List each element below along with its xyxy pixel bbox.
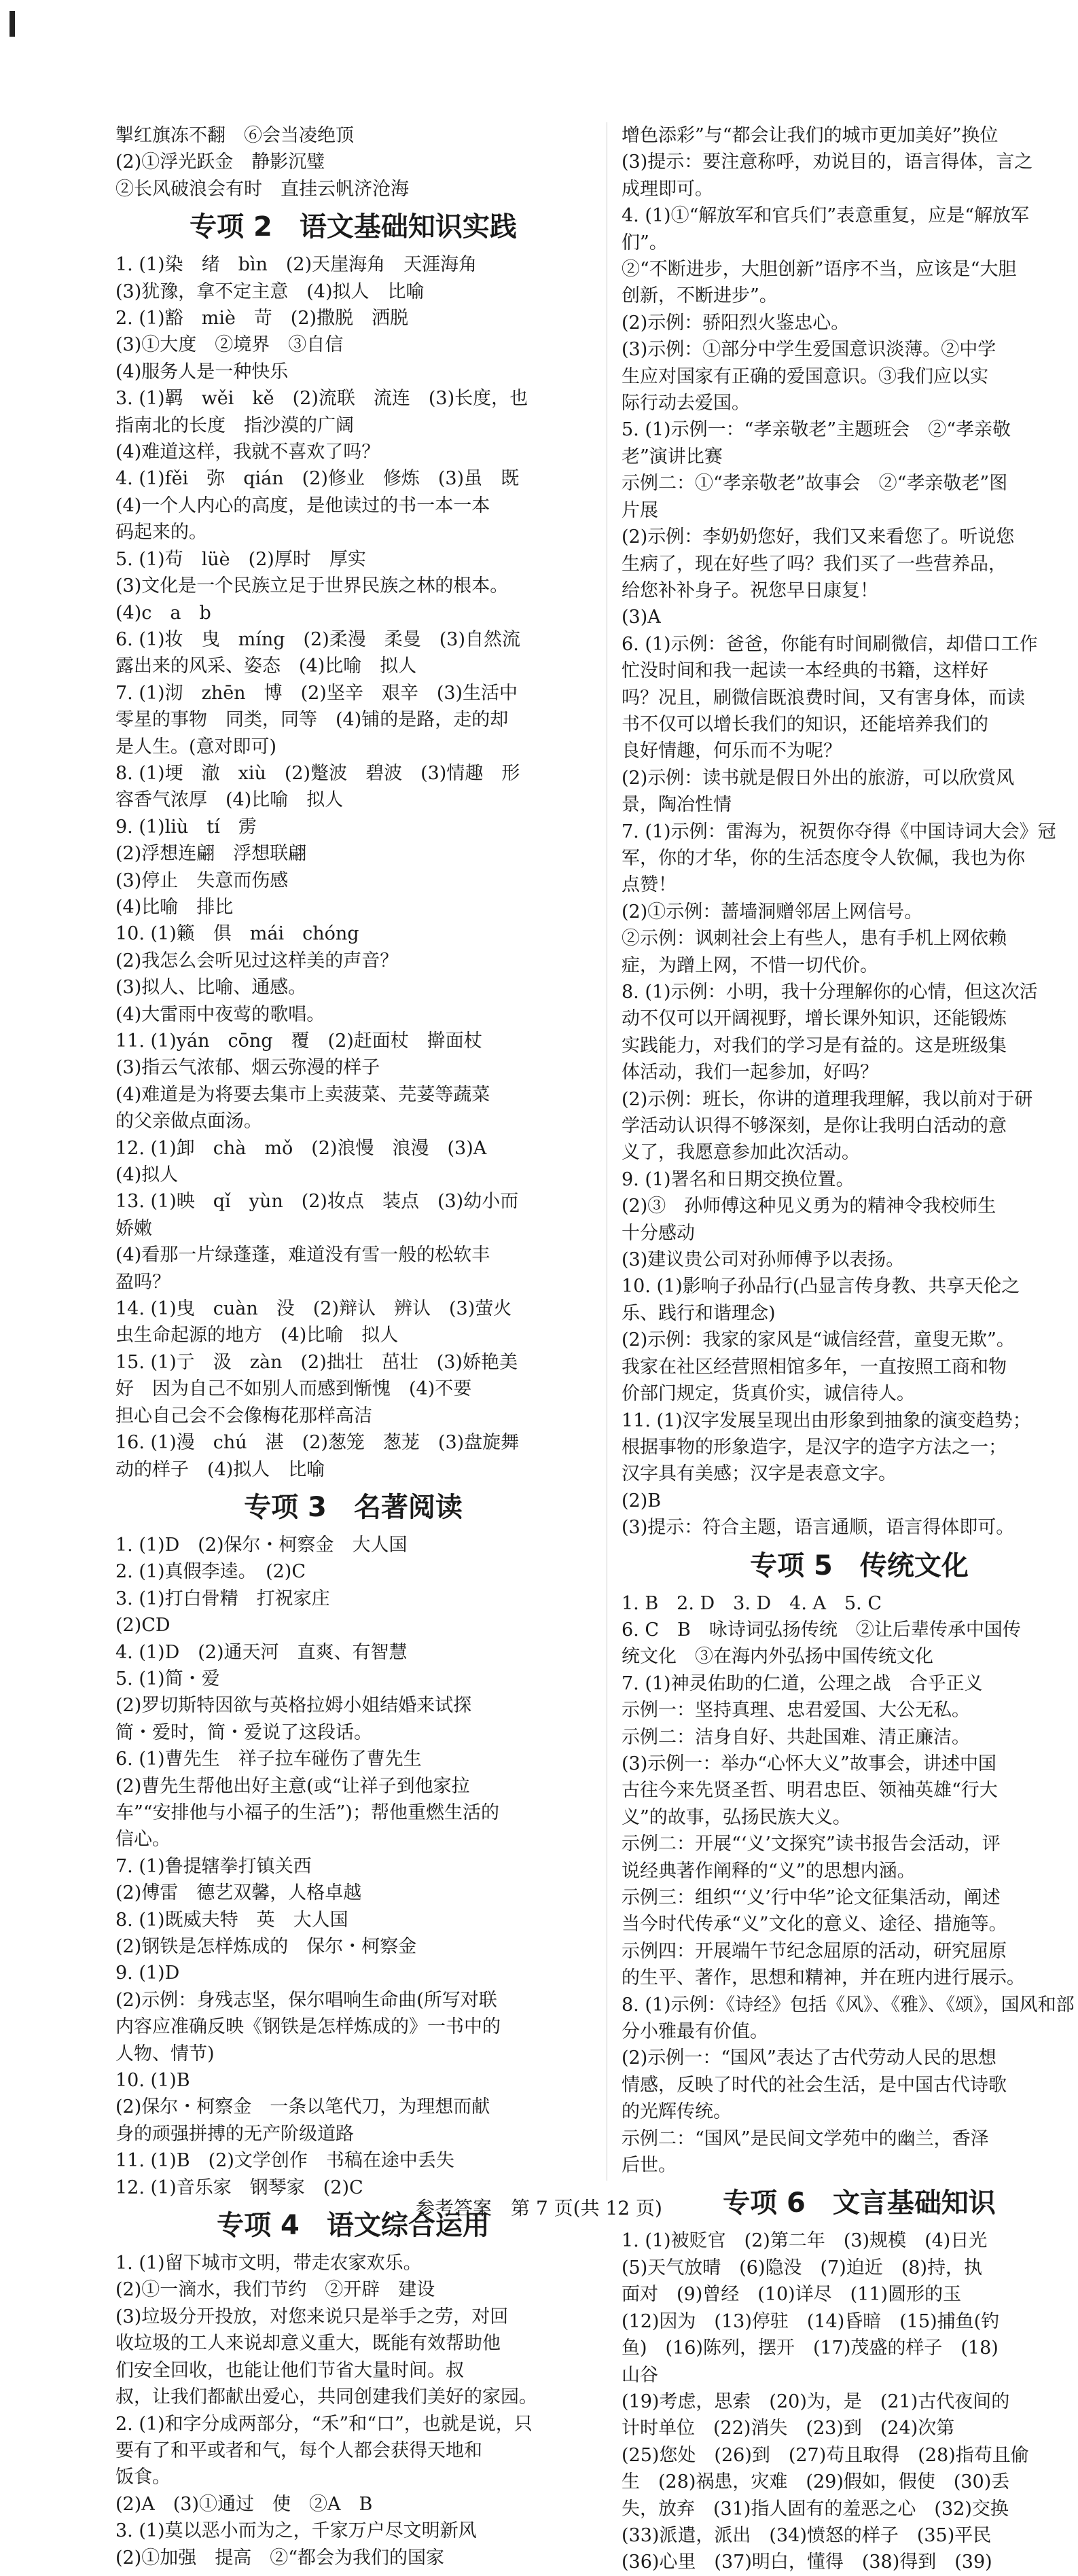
left-answer-line: 12. (1)音乐家 钢琴家 (2)C [115, 2177, 363, 2198]
left-answer-line: 担心自己会不会像梅花那样高洁 [115, 1405, 372, 1427]
right-answer-line: (2)示例：李奶奶您好，我们又来看您了。听说您 [622, 526, 1015, 548]
right-answer-line: 8. (1)示例：《诗经》包括《风》、《雅》、《颂》，国风和部 [622, 1994, 1075, 2016]
right-answer-line: 的生平、著作，思想和精神，并在班内进行展示。 [622, 1967, 1025, 1989]
left-answer-line: (2)曹先生帮他出好主意(或“让祥子到他家拉 [115, 1775, 470, 1797]
right-answer-line: 忙没时间和我一起读一本经典的书籍，这样好 [622, 660, 988, 682]
left-answer-line: 2. (1)豁 miè 苛 (2)撒脱 洒脱 [115, 308, 409, 329]
left-answer-line: 1. (1)D (2)保尔・柯察金 大人国 [115, 1534, 408, 1556]
left-answer-line: 1. (1)留下城市文明，带走农家欢乐。 [115, 2253, 422, 2274]
right-answer-line: 后世。 [622, 2155, 677, 2177]
left-answer-line: 叔，让我们都献出爱心，共同创建我们美好的家园。 [115, 2386, 537, 2408]
right-answer-line: 学活动认识得不够深刻，是你让我明白活动的意 [622, 1115, 1007, 1137]
left-answer-line: 盈吗？ [115, 1271, 170, 1293]
left-answer-line: 4. (1)fěi 弥 qián (2)修业 修炼 (3)虽 既 [115, 468, 520, 490]
right-answer-line: (2)③ 孙师傅这种见义勇为的精神令我校师生 [622, 1196, 996, 1217]
right-answer-line: (2)①示例：蔷墙洞赠邻居上网信号。 [622, 901, 923, 923]
right-answer-line: 根据事物的形象造字，是汉字的造字方法之一； [622, 1436, 1007, 1458]
left-answer-line: (2)①浮光跃金 静影沉璧 [115, 151, 325, 173]
right-answer-line: (3)A [622, 607, 661, 628]
left-answer-line: 虫生命起源的地方 (4)比喻 拟人 [115, 1325, 399, 1346]
left-answer-line: 11. (1)yán cōng 覆 (2)赶面杖 擀面杖 [115, 1031, 482, 1052]
left-answer-line: (4)难道这样，我就不喜欢了吗？ [115, 442, 380, 463]
right-answer-line: (3)示例：①部分中学生爱国意识淡薄。②中学 [622, 339, 996, 361]
left-answer-line: 7. (1)鲁提辖拳打镇关西 [115, 1855, 312, 1877]
left-answer-line: (2)我怎么会听见过这样美的声音？ [115, 950, 399, 971]
section-heading: 专项 5 传统文化 [750, 1550, 969, 1581]
right-answer-line: 分小雅最有价值。 [622, 2021, 768, 2043]
right-answer-line: 7. (1)示例：雷海为，祝贺你夺得《中国诗词大会》冠 [622, 821, 1056, 842]
left-answer-line: 车”“安排他与小福子的生活”)；帮他重燃生活的 [115, 1802, 499, 1823]
right-answer-line: (19)考虑，思索 (20)为，是 (21)古代夜间的 [622, 2391, 1010, 2412]
left-answer-line: (3)垃圾分开投放，对您来说只是举手之劳，对回 [115, 2306, 509, 2327]
right-answer-line: 成理即可。 [622, 178, 713, 200]
right-answer-line: 际行动去爱国。 [622, 393, 750, 414]
left-answer-line: 3. (1)打白骨精 打祝家庄 [115, 1588, 330, 1609]
left-answer-line: 零星的事物 同类，同等 (4)铺的是路，走的却 [115, 709, 509, 731]
left-answer-line: 2. (1)真假李逵。 (2)C [115, 1561, 306, 1583]
left-answer-line: (4)大雷雨中夜莺的歌唱。 [115, 1003, 325, 1025]
left-answer-line: (4)服务人是一种快乐 [115, 361, 289, 382]
left-answer-line: (2)保尔・柯察金 一条以笔代刀，为理想而献 [115, 2096, 490, 2118]
left-answer-line: 饭食。 [115, 2467, 170, 2488]
left-answer-line: 娇嫩 [115, 1217, 152, 1239]
right-answer-line: 老”演讲比赛 [622, 446, 723, 467]
left-answer-line: 4. (1)D (2)通天河 直爽、有智慧 [115, 1641, 408, 1663]
right-answer-line: 价部门规定，货真价实，诚信待人。 [622, 1383, 915, 1405]
right-answer-line: 11. (1)汉字发展呈现出由形象到抽象的演变趋势； [622, 1410, 1031, 1431]
left-answer-line: 13. (1)映 qǐ yùn (2)妆点 装点 (3)幼小而 [115, 1191, 519, 1213]
right-answer-line: 面对 (9)曾经 (10)详尽 (11)圆形的玉 [622, 2284, 962, 2306]
corner-mark [10, 11, 15, 37]
right-answer-line: 片展 [622, 499, 658, 521]
right-answer-line: 示例二：“国风”是民间文学苑中的幽兰，香泽 [622, 2128, 989, 2149]
right-answer-line: (3)提示：要注意称呼，劝说目的，语言得体，言之 [622, 151, 1033, 173]
left-answer-line: 好 因为自己不如别人而感到惭愧 (4)不要 [115, 1378, 472, 1400]
left-answer-line: 11. (1)B (2)文学创作 书稿在途中丢失 [115, 2150, 454, 2172]
right-answer-line: 9. (1)署名和日期交换位置。 [622, 1168, 855, 1190]
right-answer-line: 当今时代传承“义”文化的意义、途径、措施等。 [622, 1914, 1007, 1935]
left-answer-line: 们安全回收，也能让他们节省大量时间。叔 [115, 2359, 464, 2381]
left-answer-line: 掣红旗冻不翻 ⑥会当凌绝顶 [115, 125, 354, 146]
left-answer-line: 9. (1)D [115, 1963, 180, 1984]
left-answer-line: (4)一个人内心的高度，是他读过的书一本一本 [115, 495, 490, 516]
left-answer-line: (2)①加强 提高 ②“都会为我们的国家 [115, 2547, 445, 2569]
right-answer-line: (2)B [622, 1490, 662, 1511]
right-answer-line: 点赞！ [622, 874, 677, 896]
left-answer-line: 10. (1)B [115, 2070, 190, 2092]
left-answer-line: 露出来的风采、姿态 (4)比喻 拟人 [115, 656, 417, 677]
left-answer-line: 5. (1)苟 lüè (2)厚时 厚实 [115, 548, 366, 570]
left-answer-line: 6. (1)妆 曳 míng (2)柔漫 柔曼 (3)自然流 [115, 628, 520, 650]
right-answer-line: 义”的故事，弘扬民族大义。 [622, 1806, 851, 1828]
left-answer-line: (2)A (3)①通过 使 ②A B [115, 2493, 373, 2515]
left-answer-line: 5. (1)简・爱 [115, 1668, 220, 1689]
right-answer-line: (33)派遣，派出 (34)愤怒的样子 (35)平民 [622, 2524, 992, 2546]
right-answer-line: 我家在社区经营照相馆多年，一直按照工商和物 [622, 1356, 1007, 1378]
left-answer-line: 8. (1)埂 澈 xiù (2)蹩波 碧波 (3)情趣 形 [115, 762, 520, 784]
left-answer-line: 3. (1)羁 wěi kě (2)流联 流连 (3)长度，也 [115, 388, 528, 410]
right-answer-line: (3)示例一：举办“心怀大义”故事会，讲述中国 [622, 1753, 996, 1774]
right-answer-line: 示例三：组织“‘义’行中华”论文征集活动，阐述 [622, 1887, 1001, 1908]
right-answer-line: 7. (1)神灵佑助的仁道，公理之战 合乎正义 [622, 1672, 983, 1694]
right-answer-line: (2)示例：我家的家风是“诚信经营，童叟无欺”。 [622, 1329, 1015, 1351]
right-answer-line: 鱼) (16)陈列，摆开 (17)茂盛的样子 (18) [622, 2338, 999, 2359]
right-answer-line: ②“不断进步，大胆创新”语序不当，应该是“大胆 [622, 259, 1017, 281]
left-answer-line: 16. (1)漫 chú 湛 (2)葱笼 葱茏 (3)盘旋舞 [115, 1432, 520, 1454]
right-answer-line: 的光辉传统。 [622, 2101, 732, 2123]
right-answer-line: ②示例：讽刺社会上有些人，患有手机上网依赖 [622, 928, 1007, 950]
right-answer-line: 吗？况且，刷微信既浪费时间，又有害身体，而读 [622, 687, 1025, 709]
section-heading: 专项 6 文言基础知识 [723, 2187, 996, 2219]
left-answer-line: ②长风破浪会有时 直挂云帆济沧海 [115, 178, 409, 200]
left-answer-line: (4)看那一片绿蓬蓬，难道没有雪一般的松软丰 [115, 1245, 490, 1266]
left-answer-line: 7. (1)沏 zhēn 博 (2)坚辛 艰辛 (3)生活中 [115, 682, 518, 704]
left-answer-line: 信心。 [115, 1829, 170, 1850]
left-answer-line: (2)钢铁是怎样炼成的 保尔・柯察金 [115, 1936, 417, 1957]
left-answer-line: (3)拟人、比喻、通感。 [115, 977, 307, 999]
left-answer-line: (3)停止 失意而伤感 [115, 870, 289, 891]
right-answer-line: 十分感动 [622, 1222, 695, 1244]
right-answer-line: (5)天气放晴 (6)隐没 (7)迫近 (8)持，执 [622, 2257, 982, 2278]
right-answer-line: 生 (28)祸患，灾难 (29)假如，假使 (30)丢 [622, 2471, 1010, 2493]
left-answer-line: (4)c a b [115, 602, 211, 624]
left-answer-line: 人物、情节) [115, 2043, 215, 2064]
left-answer-line: (2)浮想连翩 浮想联翩 [115, 843, 307, 865]
left-answer-line: 动的样子 (4)拟人 比喻 [115, 1459, 325, 1480]
right-answer-line: 义了，我愿意参加此次活动。 [622, 1142, 860, 1164]
left-answer-line: (3)①大度 ②境界 ③自信 [115, 334, 344, 356]
right-answer-line: 10. (1)影响子孙品行(凸显言传身教、共享天伦之 [622, 1276, 1020, 1298]
right-answer-line: 生病了，现在好些了吗？我们买了一些营养品， [622, 553, 1007, 575]
right-answer-line: 示例二：洁身自好、共赴国难、清正廉洁。 [622, 1726, 970, 1748]
right-answer-line: (36)心里 (37)明白，懂得 (38)得到 (39) [622, 2552, 992, 2573]
right-answer-line: 6. (1)示例：爸爸，你能有时间刷微信，却借口工作 [622, 633, 1038, 655]
left-answer-line: 6. (1)曹先生 祥子拉车碰伤了曹先生 [115, 1749, 422, 1770]
right-answer-line: 古往今来先贤圣哲、明君忠臣、领袖英雄“行大 [622, 1780, 998, 1802]
left-answer-line: (2)CD [115, 1615, 170, 1636]
left-answer-line: 身的顽强拼搏的无产阶级道路 [115, 2123, 354, 2145]
right-answer-line: 示例一：坚持真理、忠君爱国、大公无私。 [622, 1700, 970, 1721]
left-answer-line: 简・爱时，简・爱说了这段话。 [115, 1721, 372, 1743]
left-answer-line: (2)①一滴水，我们节约 ②开辟 建设 [115, 2279, 435, 2301]
right-answer-line: 5. (1)示例一：“孝亲敬老”主题班会 ②“孝亲敬 [622, 419, 1011, 441]
left-answer-line: (4)比喻 排比 [115, 896, 234, 918]
right-answer-line: 乐、践行和谐理念) [622, 1302, 776, 1324]
right-answer-line: 体活动，我们一起参加，好吗？ [622, 1062, 878, 1084]
right-answer-line: 给您补补身子。祝您早日康复！ [622, 579, 878, 601]
right-answer-line: 说经典著作阐释的“义”的思想内涵。 [622, 1860, 916, 1882]
left-answer-line: (3)文化是一个民族立足于世界民族之林的根本。 [115, 575, 509, 597]
left-answer-line: (3)犹豫，拿不定主意 (4)拟人 比喻 [115, 281, 425, 302]
right-answer-line: (3)建议贵公司对孙师傅予以表扬。 [622, 1249, 905, 1271]
left-answer-line: 的父亲做点面汤。 [115, 1111, 262, 1132]
right-answer-line: (12)因为 (13)停驻 (14)昏暗 (15)捕鱼(钓 [622, 2310, 1000, 2332]
left-answer-line: 2. (1)和字分成两部分，“禾”和“口”，也就是说，只 [115, 2413, 533, 2435]
left-answer-line: (3)指云气浓郁、烟云弥漫的样子 [115, 1057, 380, 1079]
right-answer-line: 山谷 [622, 2364, 658, 2386]
page-footer: 参考答案 第 7 页(共 12 页) [416, 2197, 662, 2219]
right-answer-line: 4. (1)①“解放军和官兵们”表意重复，应是“解放军 [622, 205, 1029, 227]
left-answer-line: 是人生。(意对即可) [115, 736, 277, 757]
left-answer-line: 10. (1)籁 俱 mái chóng [115, 923, 359, 945]
left-answer-line: 15. (1)亍 汲 zàn (2)拙壮 茁壮 (3)娇艳美 [115, 1351, 518, 1373]
left-answer-line: 9. (1)liù tí 雳 [115, 816, 257, 838]
right-answer-line: 6. C B 咏诗词弘扬传统 ②让后辈传承中国传 [622, 1619, 1021, 1641]
section-heading: 专项 4 语文综合运用 [217, 2210, 490, 2242]
right-answer-line: 生应对国家有正确的爱国意识。③我们应以实 [622, 365, 988, 387]
left-answer-line: (2)罗切斯特因欲与英格拉姆小姐结婚来试探 [115, 1695, 472, 1717]
right-answer-line: 书不仅可以增长我们的知识，还能培养我们的 [622, 713, 988, 735]
right-answer-line: (2)示例一：“国风”表达了古代劳动人民的思想 [622, 2047, 996, 2069]
right-answer-line: 症，为蹭上网，不惜一切代价。 [622, 954, 878, 976]
left-answer-line: 12. (1)卸 chà mǒ (2)浪慢 浪漫 (3)A [115, 1137, 487, 1159]
left-answer-line: 指南北的长度 指沙漠的广阔 [115, 414, 354, 436]
left-answer-line: 要有了和平或者和气，每个人都会获得天地和 [115, 2439, 482, 2461]
section-heading: 专项 3 名著阅读 [244, 1491, 463, 1523]
left-answer-line: (4)拟人 [115, 1164, 179, 1186]
left-answer-line: (2)示例：身残志坚，保尔唱响生命曲(所写对联 [115, 1989, 497, 2011]
right-answer-line: 统文化 ③在海内外弘扬中国传统文化 [622, 1646, 933, 1668]
right-answer-line: 失，放弃 (31)指人固有的羞恶之心 (32)交换 [622, 2498, 1009, 2520]
right-answer-line: 计时单位 (22)消失 (23)到 (24)次第 [622, 2418, 955, 2439]
right-answer-line: 汉字具有美感；汉字是表意文字。 [622, 1463, 897, 1485]
left-answer-line: 内容应准确反映《钢铁是怎样炼成的》一书中的 [115, 2016, 501, 2038]
section-heading: 专项 2 语文基础知识实践 [190, 211, 517, 243]
right-answer-line: (25)您处 (26)到 (27)苟且取得 (28)指苟且偷 [622, 2444, 1029, 2466]
right-answer-line: 示例四：开展端午节纪念屈原的活动，研究屈原 [622, 1940, 1007, 1962]
right-answer-line: (2)示例：骄阳烈火鉴忠心。 [622, 312, 850, 334]
right-answer-line: 动不仅可以开阔视野，增长课外知识，还能锻炼 [622, 1008, 1007, 1030]
right-answer-line: 1. (1)被贬官 (2)第二年 (3)规模 (4)日光 [622, 2230, 988, 2252]
right-answer-line: 示例二：开展“‘义’文探究”读书报告会活动，评 [622, 1833, 1001, 1855]
left-answer-line: 8. (1)既威夫特 英 大人国 [115, 1909, 348, 1931]
right-answer-line: 景，陶冶性情 [622, 794, 732, 816]
right-answer-line: 情感，反映了时代的社会生活，是中国古代诗歌 [622, 2074, 1007, 2096]
left-answer-line: 容香气浓厚 (4)比喻 拟人 [115, 789, 344, 811]
left-answer-line: (2)傅雷 德艺双馨，人格卓越 [115, 1882, 362, 1904]
left-answer-line: 3. (1)莫以恶小而为之，千家万户尽文明新风 [115, 2520, 477, 2542]
left-answer-line: (4)难道是为将要去集市上卖菠菜、芫荽等蔬菜 [115, 1084, 490, 1105]
right-answer-line: (2)示例：班长，你讲的道理我理解，我以前对于研 [622, 1088, 1033, 1110]
right-answer-line: (2)示例：读书就是假日外出的旅游，可以欣赏风 [622, 767, 1015, 789]
left-answer-line: 码起来的。 [115, 522, 207, 543]
right-answer-line: 们”。 [622, 232, 668, 253]
right-answer-line: 实践能力，对我们的学习是有益的。这是班级集 [622, 1035, 1007, 1056]
left-answer-line: 1. (1)染 绪 bìn (2)天崖海角 天涯海角 [115, 254, 478, 276]
left-answer-line: 14. (1)曳 cuàn 没 (2)辩认 辨认 (3)萤火 [115, 1298, 512, 1320]
right-answer-line: (3)提示：符合主题，语言通顺，语言得体即可。 [622, 1517, 1015, 1539]
left-answer-line: 收垃圾的工人来说却意义重大，既能有效帮助他 [115, 2333, 501, 2355]
right-answer-line: 1. B 2. D 3. D 4. A 5. C [622, 1592, 882, 1614]
right-answer-line: 军，你的才华，你的生活态度令人钦佩，我也为你 [622, 847, 1025, 869]
right-answer-line: 良好情趣，何乐而不为呢？ [622, 740, 842, 762]
right-answer-line: 8. (1)示例：小明，我十分理解你的心情，但这次活 [622, 982, 1038, 1003]
right-answer-line: 创新，不断进步”。 [622, 285, 778, 307]
right-answer-line: 增色添彩”与“都会让我们的城市更加美好”换位 [622, 125, 999, 146]
right-answer-line: 示例二：①“孝亲敬老”故事会 ②“孝亲敬老”图 [622, 473, 1008, 495]
